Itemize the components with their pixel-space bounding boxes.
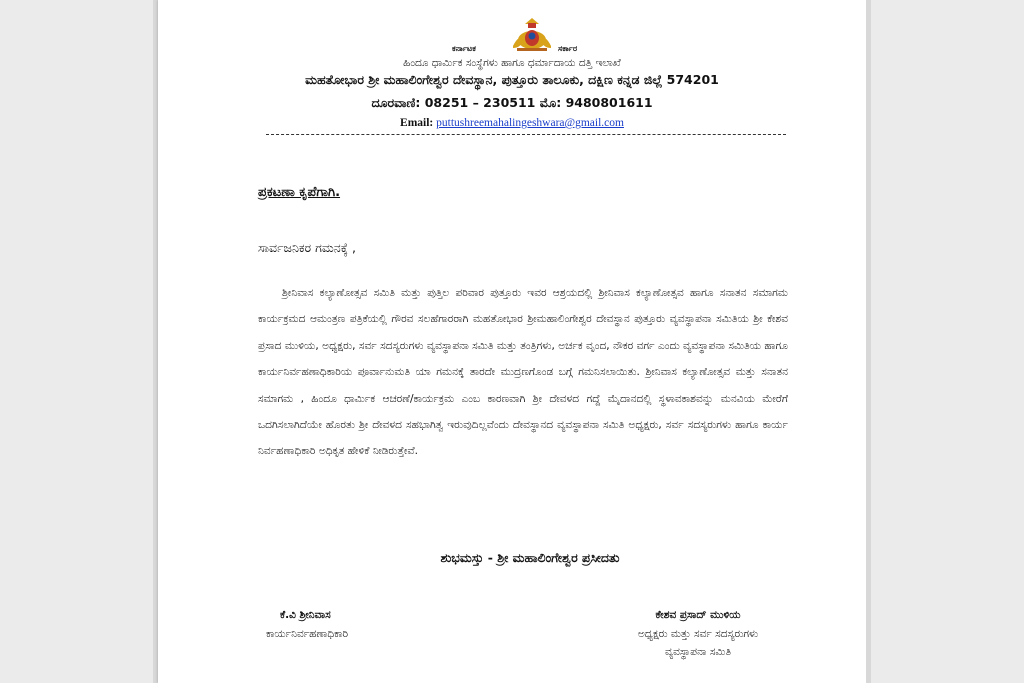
email-label: Email: <box>400 117 434 129</box>
signatory-right-organization: ವ್ಯವಸ್ಥಾಪನಾ ಸಮಿತಿ <box>664 646 732 658</box>
temple-address: ಮಹತೋಭಾರ ಶ್ರೀ ಮಹಾಲಿಂಗೇಶ್ವರ ದೇವಸ್ಥಾನ, ಪುತ್ತೂರು ತಾಲೂಕು, ದಕ್ಷಿಣ ಕನ್ನಡ ಜಿಲ್ಲೆ 574201 <box>305 72 719 87</box>
publication-heading: ಪ್ರಕಟಣಾ ಕೃಪೆಗಾಗಿ. <box>258 185 341 200</box>
state-label-right: ಸರ್ಕಾರ <box>558 44 578 53</box>
state-label-left: ಕರ್ನಾಟಕ <box>452 44 476 53</box>
salutation: ಸಾರ್ವಜನಿಕರ ಗಮನಕ್ಕೆ , <box>258 240 356 255</box>
page-edge-right <box>866 0 871 683</box>
signatory-left-title: ಕಾರ್ಯನಿರ್ವಹಣಾಧಿಕಾರಿ <box>266 628 349 640</box>
signatory-right-title: ಅಧ್ಯಕ್ಷರು ಮತ್ತು ಸರ್ವ ಸದಸ್ಯರುಗಳು <box>637 628 759 640</box>
department-name: ಹಿಂದೂ ಧಾರ್ಮಿಕ ಸಂಸ್ಥೆಗಳು ಹಾಗೂ ಧರ್ಮಾದಾಯ ದತ್ತಿ ಇಲಾಖೆ <box>403 57 621 69</box>
signatory-left-name: ಕೆ.ವಿ ಶ್ರೀನಿವಾಸ <box>280 609 331 621</box>
signatory-right-name: ಕೇಶವ ಪ್ರಸಾದ್ ಮುಳಿಯ <box>655 609 741 621</box>
phone-line: ದೂರವಾಣಿ: 08251 – 230511 ಮೊ: 9480801611 <box>371 95 653 110</box>
header-divider <box>266 134 786 135</box>
karnataka-emblem-icon <box>509 18 555 52</box>
letter-body <box>258 280 788 465</box>
body-paragraph: ಶ್ರೀನಿವಾಸ ಕಲ್ಯಾಣೋತ್ಸವ ಸಮಿತಿ ಮತ್ತು ಪುತ್ತಿಲ ಪರಿವಾರ ಪುತ್ತೂರು ಇವರ ಆಶ್ರಯದಲ್ಲಿ ಶ್ರೀನಿವಾಸ ಕಲ್ಯಾಣೋತ್ಸವ ಹಾಗೂ ಸನಾತನ ಸಮಾಗಮ ಕಾರ್ಯಕ್ರಮದ ಆಮಂತ್ರಣ ಪತ್ರಿಕೆಯಲ್ಲಿ ಗೌರವ ಸಲಹೆಗಾರರಾಗಿ ಮಹತೋಭಾರ ಶ್ರೀಮಹಾಲಿಂಗೇಶ್ವರ ದೇವಸ್ಥಾನ ಪುತ್ತೂರು ವ್ಯವಸ್ಥಾಪನಾ ಸಮಿತಿಯ ಶ್ರೀ ಕೇಶವ ಪ್ರಸಾದ ಮುಳಿಯ, ಅಧ್ಯಕ್ಷರು, ಸರ್ವ ಸದಸ್ಯರುಗಳು ವ್ಯವಸ್ಥಾಪನಾ ಸಮಿತಿ ಮತ್ತು ತಂತ್ರಿಗಳು, ಅರ್ಚಕ ವೃಂದ, ನೌಕರ ವರ್ಗ ಎಂದು ವ್ಯವಸ್ಥಾಪನಾ ಸಮಿತಿಯ ಹಾಗೂ ಕಾರ್ಯನಿರ್ವಹಣಾಧಿಕಾರಿಯ ಪೂರ್ವಾನುಮತಿ ಯಾ ಗಮನಕ್ಕೆ ತಾರದೇ ಮುದ್ರಣಗೊಂಡ ಬಗ್ಗೆ ಗಮನಿಸಲಾಯಿತು. ಶ್ರೀನಿವಾಸ ಕಲ್ಯಾಣೋತ್ಸವ ಮತ್ತು ಸನಾತನ ಸಮಾಗಮ , ಹಿಂದೂ ಧಾರ್ಮಿಕ ಆಚರಣೆ/ಕಾರ್ಯಕ್ರಮ ಎಂಬ ಕಾರಣವಾಗಿ ಶ್ರೀ ದೇವಳದ ಗದ್ದೆ ಮೈದಾನದಲ್ಲಿ ಸ್ಥಳಾವಕಾಶವನ್ನು ಮನವಿಯ ಮೇರೆಗೆ ಒದಗಿಸಲಾಗಿದೆಯೇ ಹೊರತು ಶ್ರೀ ದೇವಳದ ಸಹಭಾಗಿತ್ವ ಇರುವುದಿಲ್ಲವೆಂದು ದೇವಸ್ಥಾನದ ವ್ಯವಸ್ಥಾಪನಾ ಸಮಿತಿ ಅಧ್ಯಕ್ಷರು, ಸರ್ವ ಸದಸ್ಯರುಗಳು ಹಾಗೂ ಕಾರ್ಯ ನಿರ್ವಹಣಾಧಿಕಾರಿ ಅಧಿಕೃತ ಹೇಳಿಕೆ ನೀಡಿರುತ್ತೇವೆ. <box>258 287 788 458</box>
blessing-line: ಶುಭಮಸ್ತು - ಶ್ರೀ ಮಹಾಲಿಂಗೇಶ್ವರ ಪ್ರಸೀದತು <box>440 550 620 565</box>
email-line <box>168 117 856 129</box>
email-link[interactable]: puttushreemahalingeshwara@gmail.com <box>436 117 624 129</box>
